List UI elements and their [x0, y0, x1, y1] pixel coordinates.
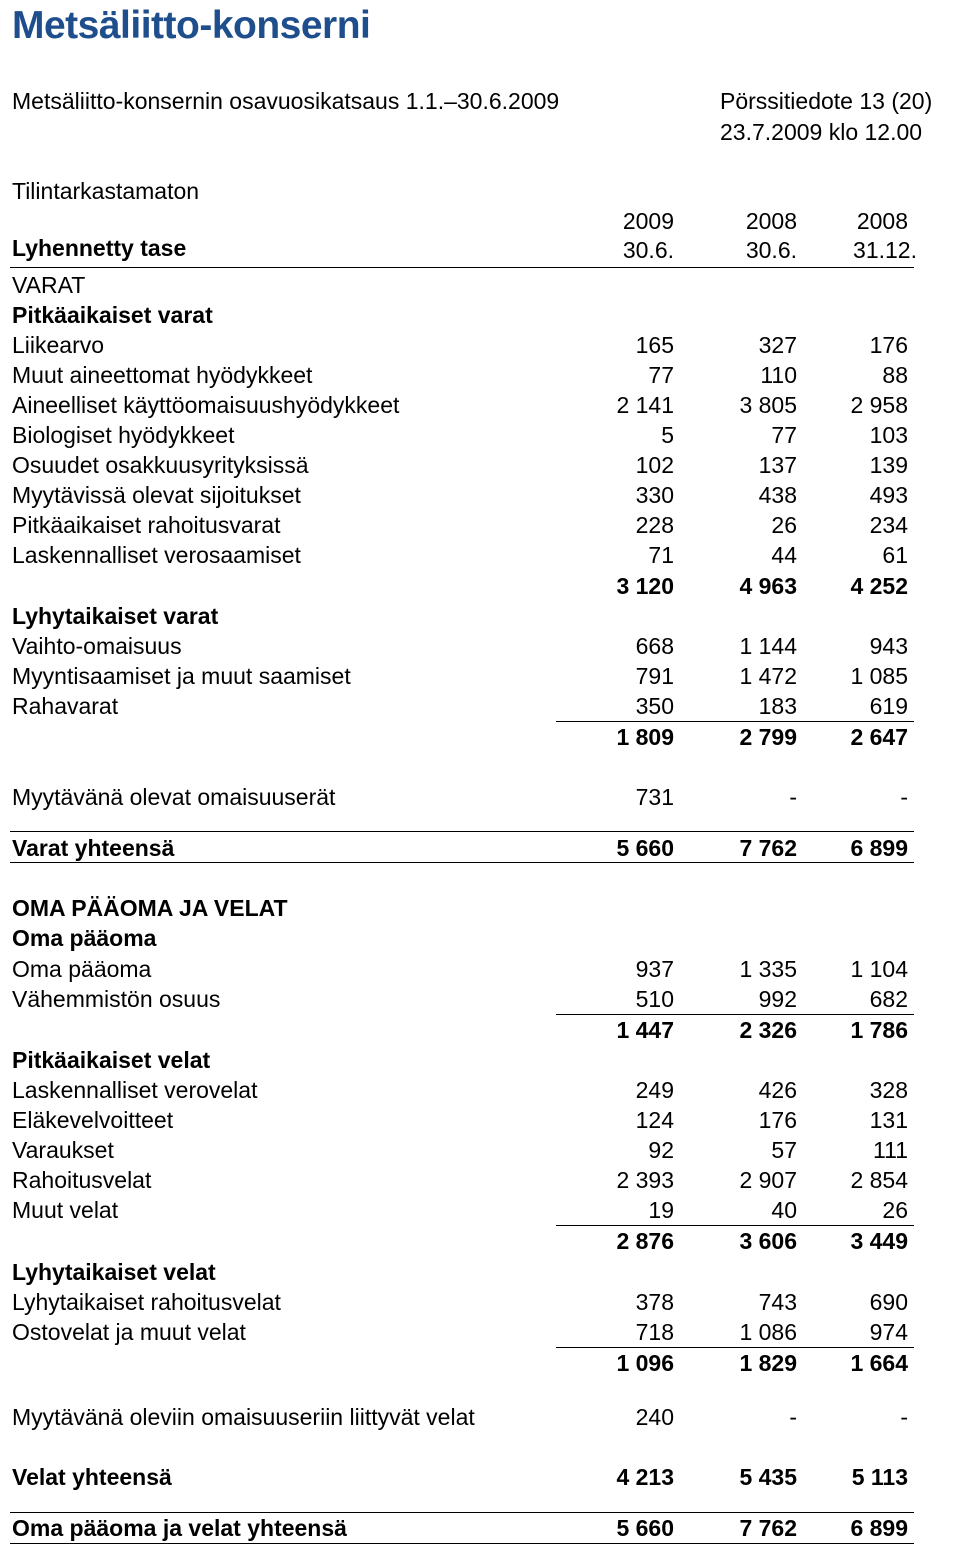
row-label: Myyntisaamiset ja muut saamiset: [12, 663, 351, 689]
cell-col-3: 328: [869, 1077, 908, 1103]
cell-col-1: 2 141: [616, 392, 674, 418]
cell-col-2: 7 762: [739, 1515, 797, 1541]
table-row: [0, 270, 960, 300]
cell-col-2: 40: [771, 1197, 797, 1223]
subtotal-row: [0, 722, 960, 752]
total-assets-rule-bottom: [10, 862, 914, 863]
cell-col-1: 92: [648, 1137, 674, 1163]
cell-col-3: 690: [869, 1289, 908, 1315]
subtotal-row: [0, 1015, 960, 1045]
cell-col-3: 682: [869, 986, 908, 1012]
year-col-2: 2008: [745, 208, 797, 234]
table-row: [0, 360, 960, 390]
row-label: Oma pääoma: [12, 925, 157, 951]
cell-col-2: 110: [760, 362, 797, 388]
row-label: Aineelliset käyttöomaisuushyödykkeet: [12, 392, 400, 418]
subtotal-rule-current-assets: [556, 721, 914, 722]
column-years: [0, 206, 960, 236]
table-row: [0, 1045, 960, 1075]
cell-col-3: 139: [869, 452, 908, 478]
table-row: [0, 1105, 960, 1135]
table-row: [0, 631, 960, 661]
cell-col-2: 26: [771, 512, 797, 538]
cell-col-2: 57: [771, 1137, 797, 1163]
row-label: Biologiset hyödykkeet: [12, 422, 235, 448]
cell-col-1: 124: [635, 1107, 674, 1133]
year-col-3: 2008: [856, 208, 908, 234]
cell-col-2: 327: [758, 332, 797, 358]
cell-col-3: 1 104: [850, 956, 908, 982]
table-row: [0, 782, 960, 812]
cell-col-1: 2 876: [616, 1228, 674, 1254]
cell-col-3: 103: [869, 422, 908, 448]
company-logo: Metsäliitto-konserni: [12, 4, 371, 47]
cell-col-2: 2 907: [739, 1167, 797, 1193]
cell-col-1: 71: [648, 542, 674, 568]
cell-col-1: 668: [635, 633, 674, 659]
table-row: [0, 1135, 960, 1165]
cell-col-3: 131: [869, 1107, 908, 1133]
table-row: [0, 510, 960, 540]
cell-col-2: 1 472: [739, 663, 797, 689]
date-col-2: 30.6.: [745, 237, 797, 263]
cell-col-3: 61: [882, 542, 908, 568]
cell-col-3: 2 958: [850, 392, 908, 418]
cell-col-1: 350: [635, 693, 674, 719]
cell-col-2: 44: [771, 542, 797, 568]
row-label: Vähemmistön osuus: [12, 986, 221, 1012]
cell-col-1: 1 809: [616, 724, 674, 750]
row-label: Laskennalliset verovelat: [12, 1077, 258, 1103]
cell-col-2: 1 335: [739, 956, 797, 982]
cell-col-3: 6 899: [850, 1515, 908, 1541]
table-row: [0, 954, 960, 984]
row-label: Rahoitusvelat: [12, 1167, 152, 1193]
cell-col-3: 1 085: [850, 663, 908, 689]
table-row: [0, 601, 960, 631]
row-label: Ostovelat ja muut velat: [12, 1319, 246, 1345]
date-col-3: 31.12.: [853, 237, 917, 263]
row-label: Pitkäaikaiset rahoitusvarat: [12, 512, 281, 538]
cell-col-2: -: [789, 784, 797, 810]
cell-col-3: 176: [869, 332, 908, 358]
cell-col-3: 3 449: [850, 1228, 908, 1254]
table-row: [0, 300, 960, 330]
cell-col-3: 1 664: [850, 1350, 908, 1376]
row-label: Varaukset: [12, 1137, 114, 1163]
cell-col-1: 77: [648, 362, 674, 388]
cell-col-1: 3 120: [616, 573, 674, 599]
cell-col-1: 510: [635, 986, 674, 1012]
subtotal-row: [0, 571, 960, 601]
table-row: [0, 984, 960, 1014]
cell-col-2: 4 963: [739, 573, 797, 599]
row-label: Osuudet osakkuusyrityksissä: [12, 452, 309, 478]
release-number: Pörssitiedote 13 (20): [720, 88, 933, 114]
table-title: Lyhennetty tase: [12, 235, 187, 261]
cell-col-1: 5 660: [616, 835, 674, 861]
cell-col-1: 249: [635, 1077, 674, 1103]
table-row: [0, 691, 960, 721]
cell-col-2: 992: [758, 986, 797, 1012]
row-label: Muut velat: [12, 1197, 119, 1223]
cell-col-3: 619: [869, 693, 908, 719]
table-row: [0, 480, 960, 510]
cell-col-2: 743: [758, 1289, 797, 1315]
row-label: Rahavarat: [12, 693, 119, 719]
release-datetime: 23.7.2009 klo 12.00: [720, 119, 923, 145]
table-row: [0, 893, 960, 923]
cell-col-2: 7 762: [739, 835, 797, 861]
cell-col-1: 378: [635, 1289, 674, 1315]
table-row: [0, 1462, 960, 1492]
subtotal-rule-equity: [556, 1014, 914, 1015]
subtotal-rule-noncurrent-liabilities: [556, 1225, 914, 1226]
cell-col-1: 5 660: [616, 1515, 674, 1541]
table-row: [0, 540, 960, 570]
cell-col-3: 1 786: [850, 1017, 908, 1043]
subtotal-row: [0, 1226, 960, 1256]
cell-col-2: 137: [758, 452, 797, 478]
cell-col-1: 5: [661, 422, 674, 448]
row-label: Myytävänä oleviin omaisuuseriin liittyvät velat: [12, 1404, 475, 1430]
row-label: Lyhytaikaiset velat: [12, 1259, 216, 1285]
row-label: Velat yhteensä: [12, 1464, 172, 1490]
cell-col-2: 2 799: [739, 724, 797, 750]
table-row: [0, 1402, 960, 1432]
cell-col-2: 176: [758, 1107, 797, 1133]
cell-col-2: 3 805: [739, 392, 797, 418]
row-label: VARAT: [12, 272, 86, 298]
row-label: Oma pääoma: [12, 956, 152, 982]
cell-col-1: 228: [635, 512, 674, 538]
cell-col-3: -: [900, 1404, 908, 1430]
cell-col-3: 4 252: [850, 573, 908, 599]
cell-col-1: 718: [635, 1319, 674, 1345]
table-row: [0, 1075, 960, 1105]
column-dates: [0, 235, 960, 265]
cell-col-1: 240: [635, 1404, 674, 1430]
cell-col-2: 426: [758, 1077, 797, 1103]
cell-col-2: 1 829: [739, 1350, 797, 1376]
row-label: Varat yhteensä: [12, 835, 175, 861]
grand-total-rule-bottom: [10, 1543, 914, 1544]
grand-total-rule-top: [10, 1512, 914, 1513]
cell-col-3: 493: [869, 482, 908, 508]
row-label: OMA PÄÄOMA JA VELAT: [12, 895, 288, 921]
cell-col-2: 2 326: [739, 1017, 797, 1043]
cell-col-2: 438: [758, 482, 797, 508]
cell-col-3: 2 647: [850, 724, 908, 750]
cell-col-1: 165: [635, 332, 674, 358]
cell-col-3: 2 854: [850, 1167, 908, 1193]
table-row: [0, 420, 960, 450]
table-row: [0, 1317, 960, 1347]
table-row: [0, 1257, 960, 1287]
table-row: [0, 1165, 960, 1195]
year-col-1: 2009: [622, 208, 674, 234]
table-row: [0, 661, 960, 691]
table-row: [0, 1287, 960, 1317]
cell-col-2: 5 435: [739, 1464, 797, 1490]
table-row: [0, 450, 960, 480]
row-label: Vaihto-omaisuus: [12, 633, 182, 659]
cell-col-3: 26: [882, 1197, 908, 1223]
table-row: [0, 833, 960, 863]
subtotal-rule-current-liabilities: [556, 1347, 914, 1348]
cell-col-3: 234: [869, 512, 908, 538]
row-label: Pitkäaikaiset velat: [12, 1047, 211, 1073]
cell-col-1: 2 393: [616, 1167, 674, 1193]
cell-col-2: 1 144: [739, 633, 797, 659]
unaudited-label: Tilintarkastamaton: [12, 178, 200, 204]
cell-col-3: 111: [873, 1137, 908, 1163]
row-label: Lyhytaikaiset varat: [12, 603, 219, 629]
cell-col-2: -: [789, 1404, 797, 1430]
date-col-1: 30.6.: [622, 237, 674, 263]
table-row: [0, 330, 960, 360]
cell-col-1: 102: [635, 452, 674, 478]
cell-col-2: 1 086: [739, 1319, 797, 1345]
row-label: Oma pääoma ja velat yhteensä: [12, 1515, 347, 1541]
cell-col-2: 77: [771, 422, 797, 448]
row-label: Muut aineettomat hyödykkeet: [12, 362, 313, 388]
cell-col-1: 330: [635, 482, 674, 508]
table-row: [0, 1195, 960, 1225]
row-label: Pitkäaikaiset varat: [12, 302, 213, 328]
table-row: [0, 923, 960, 953]
cell-col-3: 88: [882, 362, 908, 388]
row-label: Myytävänä olevat omaisuuserät: [12, 784, 336, 810]
row-label: Myytävissä olevat sijoitukset: [12, 482, 301, 508]
cell-col-3: 6 899: [850, 835, 908, 861]
report-title: Metsäliitto-konsernin osavuosikatsaus 1.1.–30.6.2009: [12, 88, 560, 114]
row-label: Eläkevelvoitteet: [12, 1107, 174, 1133]
row-label: Laskennalliset verosaamiset: [12, 542, 301, 568]
subtotal-row: [0, 1348, 960, 1378]
header-rule: [10, 267, 914, 268]
cell-col-2: 183: [758, 693, 797, 719]
row-label: Lyhytaikaiset rahoitusvelat: [12, 1289, 281, 1315]
table-row: [0, 1513, 960, 1543]
cell-col-3: -: [900, 784, 908, 810]
cell-col-1: 1 096: [616, 1350, 674, 1376]
cell-col-1: 19: [648, 1197, 674, 1223]
table-row: [0, 390, 960, 420]
cell-col-1: 937: [635, 956, 674, 982]
cell-col-1: 4 213: [616, 1464, 674, 1490]
cell-col-1: 731: [635, 784, 674, 810]
cell-col-1: 1 447: [616, 1017, 674, 1043]
row-label: Liikearvo: [12, 332, 105, 358]
cell-col-3: 974: [869, 1319, 908, 1345]
cell-col-3: 5 113: [851, 1464, 908, 1490]
cell-col-2: 3 606: [739, 1228, 797, 1254]
cell-col-3: 943: [869, 633, 908, 659]
cell-col-1: 791: [635, 663, 674, 689]
total-assets-rule-top: [10, 831, 914, 832]
